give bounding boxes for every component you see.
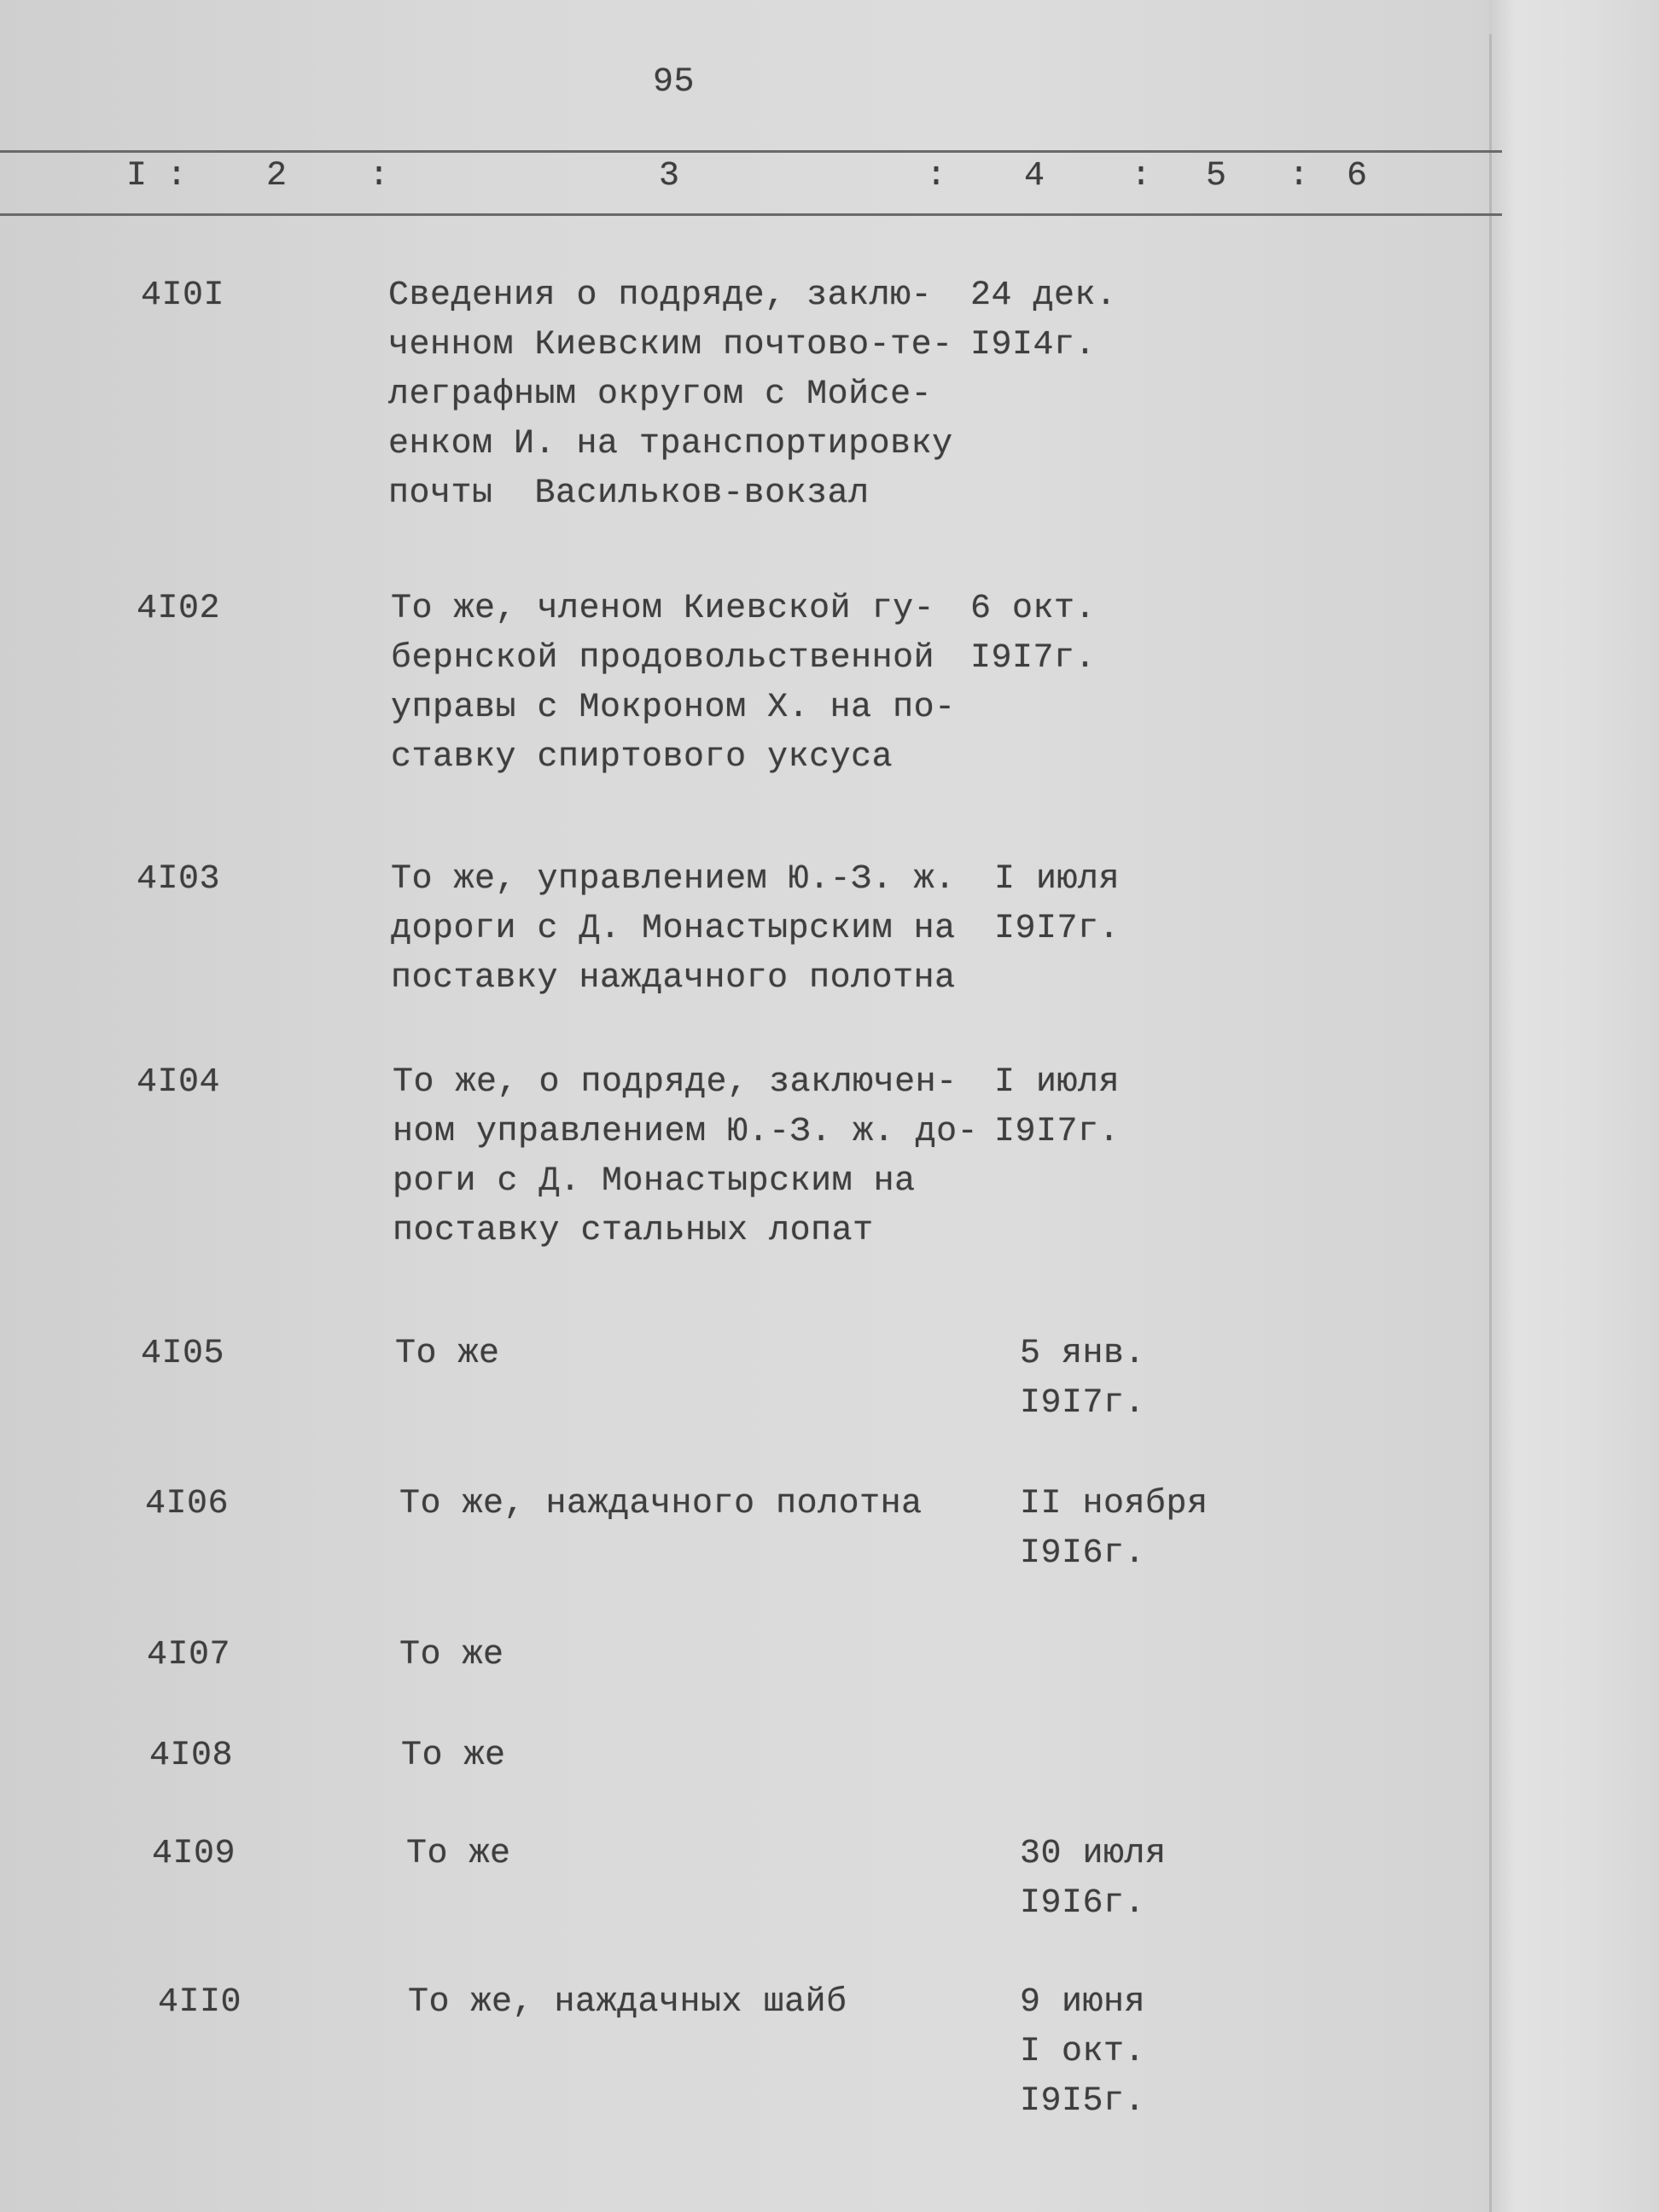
record-number: 4I02: [137, 590, 221, 628]
record-description-line: ном управлением Ю.-З. ж. до-: [393, 1113, 979, 1151]
record-date-line: 24 дек.: [970, 276, 1117, 315]
record-date-line: 9 июня: [1020, 1983, 1146, 2022]
header-separator: :: [369, 157, 390, 195]
record-number: 4I06: [145, 1485, 230, 1523]
record-date-line: I9I7г.: [994, 910, 1121, 948]
record-description-line: енком И. на транспортировку: [388, 425, 953, 463]
record-number: 4I09: [152, 1835, 236, 1873]
page-edge: [1489, 0, 1659, 2212]
header-col-5: 5: [1206, 157, 1227, 195]
record-description-line: бернской продовольственной: [391, 639, 935, 678]
record-description-line: ставку спиртового уксуса: [391, 738, 894, 777]
header-bottom-rule: [0, 213, 1502, 216]
record-description-line: То же, управлением Ю.-З. ж.: [391, 860, 956, 899]
record-description-line: То же, о подряде, заключен-: [393, 1063, 958, 1102]
header-separator: :: [1289, 157, 1310, 195]
header-top-rule: [0, 150, 1502, 153]
page-edge-line: [1489, 34, 1492, 2212]
record-date-line: 6 окт.: [970, 590, 1097, 628]
record-description-line: То же: [401, 1737, 506, 1775]
record-date-line: I9I4г.: [970, 326, 1097, 364]
record-description-line: То же, наждачного полотна: [399, 1485, 923, 1523]
record-date-line: I9I7г.: [1020, 1384, 1146, 1423]
record-description-line: То же, наждачных шайб: [408, 1983, 847, 2022]
page-number: 95: [653, 63, 696, 102]
record-number: 4I04: [137, 1063, 221, 1102]
record-description-line: почты Васильков-вокзал: [388, 474, 870, 513]
record-description-line: дороги с Д. Монастырским на: [391, 910, 956, 948]
record-description-line: управы с Мокроном Х. на по-: [391, 689, 956, 727]
record-date-line: 30 июля: [1020, 1835, 1167, 1873]
record-description-line: Сведения о подряде, заклю-: [388, 276, 933, 315]
record-number: 4I07: [147, 1636, 231, 1674]
record-description-line: поставку наждачного полотна: [391, 959, 956, 998]
record-date-line: I9I6г.: [1020, 1534, 1146, 1573]
record-description-line: роги с Д. Монастырским на: [393, 1162, 916, 1201]
header-col-6: 6: [1347, 157, 1368, 195]
record-date-line: II ноября: [1020, 1485, 1208, 1523]
record-date-line: I9I7г.: [970, 639, 1097, 678]
record-description-line: То же: [399, 1636, 504, 1674]
header-separator: :: [166, 157, 188, 195]
record-description-line: поставку стальных лопат: [393, 1212, 874, 1250]
record-date-line: I9I5г.: [1020, 2082, 1146, 2121]
header-col-1: I: [126, 157, 148, 195]
header-col-4: 4: [1024, 157, 1045, 195]
record-date-line: I9I6г.: [1020, 1884, 1146, 1923]
record-number: 4I0I: [141, 276, 225, 315]
record-description-line: То же, членом Киевской гу-: [391, 590, 935, 628]
header-separator: :: [926, 157, 947, 195]
record-description-line: ченном Киевским почтово-те-: [388, 326, 953, 364]
header-col-2: 2: [266, 157, 288, 195]
record-number: 4I08: [149, 1737, 234, 1775]
record-number: 4I03: [137, 860, 221, 899]
record-date-line: I окт.: [1020, 2033, 1146, 2071]
record-date-line: I9I7г.: [994, 1113, 1121, 1151]
header-separator: :: [1131, 157, 1152, 195]
record-number: 4I05: [141, 1335, 225, 1373]
record-description-line: леграфным округом с Мойсе-: [388, 375, 933, 414]
record-date-line: 5 янв.: [1020, 1335, 1146, 1373]
record-number: 4II0: [158, 1983, 242, 2022]
record-date-line: I июля: [994, 860, 1121, 899]
record-description-line: То же: [406, 1835, 511, 1873]
record-date-line: I июля: [994, 1063, 1121, 1102]
header-col-3: 3: [659, 157, 680, 195]
record-description-line: То же: [395, 1335, 500, 1373]
